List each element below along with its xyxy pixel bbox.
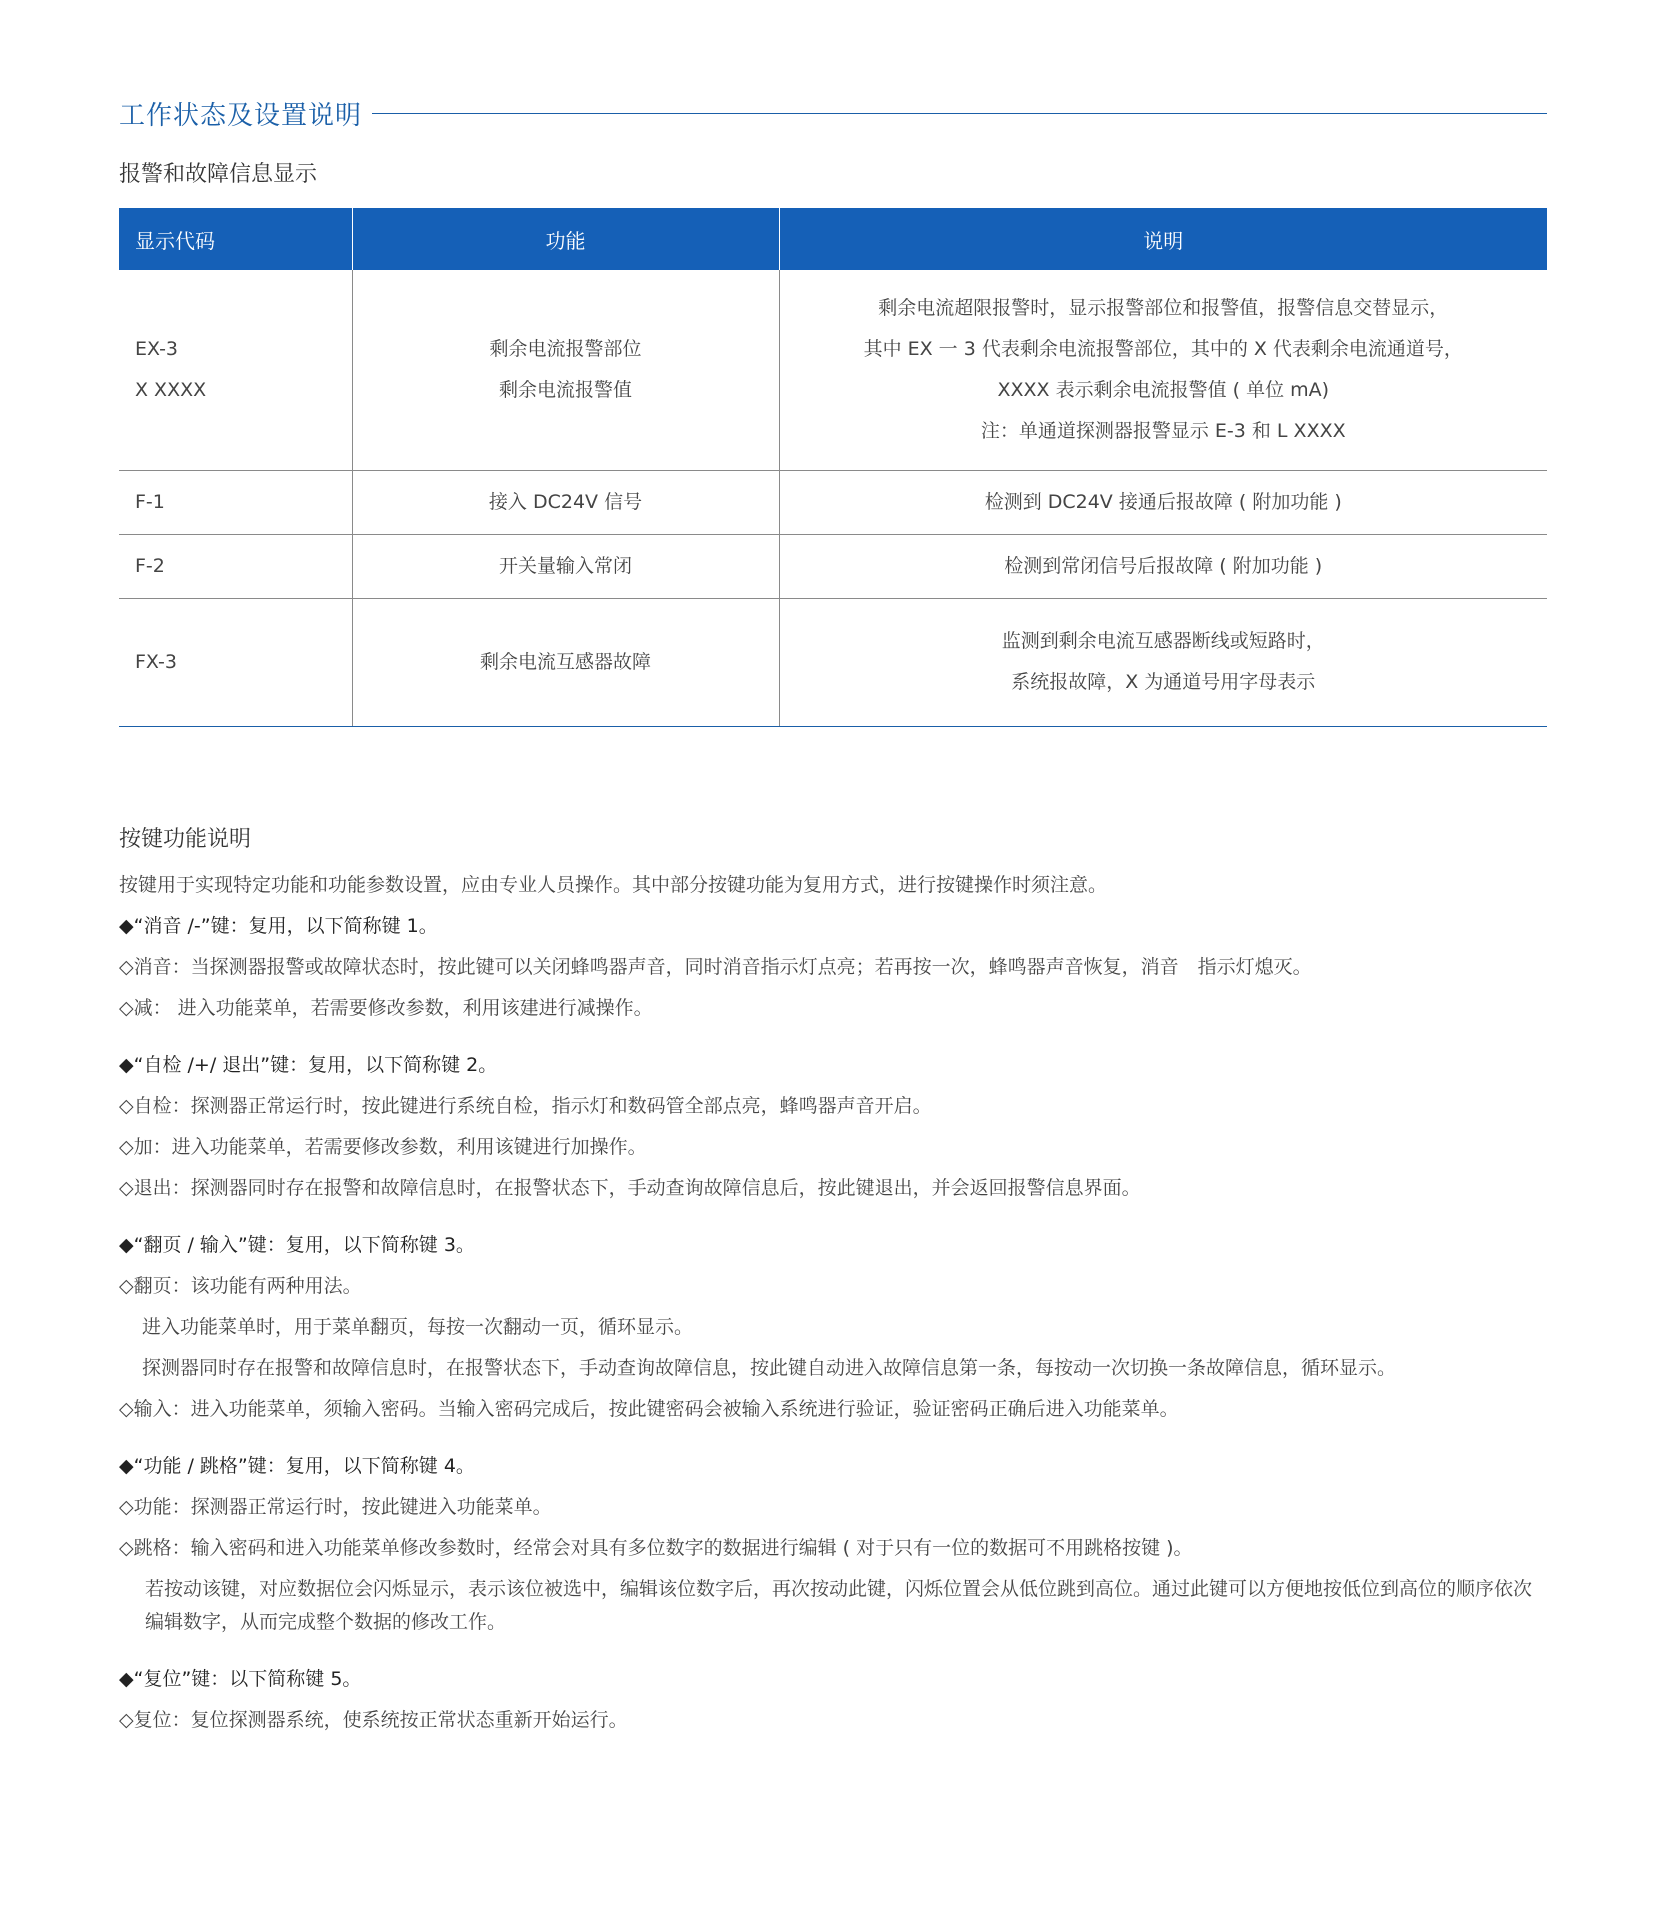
description-line: 剩余电流超限报警时，显示报警部位和报警值，报警信息交替显示，: [878, 296, 1449, 319]
cell-code: F-2: [119, 534, 352, 598]
table-row: [119, 470, 1547, 534]
key-sub-item: 探测器同时存在报警和故障信息时，在报警状态下，手动查询故障信息，按此键自动进入故障信息第一条，每按动一次切换一条故障信息，循环显示。: [142, 1357, 1397, 1379]
cell-description: [779, 270, 1547, 470]
header-code: 显示代码: [119, 208, 352, 270]
key-heading: ◆“消音 /-”键：复用，以下简称键 1。: [119, 915, 438, 937]
key-heading: ◆“复位”键：以下简称键 5。: [119, 1668, 362, 1690]
key-item: ◇退出：探测器同时存在报警和故障信息时，在报警状态下，手动查询故障信息后，按此键退出，并会返回报警信息界面。: [119, 1177, 1141, 1199]
key-heading: ◆“自检 /+/ 退出”键：复用，以下简称键 2。: [119, 1054, 498, 1076]
function-line: 剩余电流报警值: [498, 378, 632, 401]
key-wrap-text: 若按动该键，对应数据位会闪烁显示，表示该位被选中，编辑该位数字后，再次按动此键，闪烁位置会从低位跳到高位。通过此键可以方便地按低位到高位的顺序依次编辑数字，从而完成整个数据的修改工作。: [145, 1578, 1533, 1633]
code-line: EX-3: [135, 337, 179, 360]
key-item: ◇加：进入功能菜单，若需要修改参数，利用该键进行加操作。: [119, 1136, 647, 1158]
keys-description: [119, 865, 1549, 1741]
description-line: 系统报故障，X 为通道号用字母表示: [1011, 671, 1316, 693]
key-item: ◇复位：复位探测器系统，使系统按正常状态重新开始运行。: [119, 1709, 628, 1731]
key-heading: ◆“功能 / 跳格”键：复用，以下简称键 4。: [119, 1455, 475, 1477]
alarm-info-table: [119, 208, 1547, 727]
code-line: X XXXX: [135, 378, 207, 401]
key-item: ◇消音：当探测器报警或故障状态时，按此键可以关闭蜂鸣器声音，同时消音指示灯点亮；若再按一次，蜂鸣器声音恢复，消音 指示灯熄灭。: [119, 956, 1312, 978]
cell-code: F-1: [119, 470, 352, 534]
cell-code: [119, 270, 352, 470]
description-line: 监测到剩余电流互感器断线或短路时，: [1001, 630, 1325, 652]
key-heading: ◆“翻页 / 输入”键：复用，以下简称键 3。: [119, 1234, 475, 1256]
table-row: [119, 598, 1547, 726]
keys-subtitle: 按键功能说明: [119, 827, 252, 852]
key-item: ◇功能：探测器正常运行时，按此键进入功能菜单。: [119, 1496, 552, 1518]
cell-description: [779, 598, 1547, 726]
description-line: 其中 EX 一 3 代表剩余电流报警部位，其中的 X 代表剩余电流通道号，: [863, 337, 1463, 360]
cell-description: 检测到常闭信号后报故障 ( 附加功能 ): [779, 534, 1547, 598]
section-title-rule: [372, 113, 1547, 114]
header-description: 说明: [779, 208, 1547, 270]
table-row: [119, 270, 1547, 470]
key-item: ◇减： 进入功能菜单，若需要修改参数，利用该建进行减操作。: [119, 997, 653, 1019]
cell-description: 检测到 DC24V 接通后报故障 ( 附加功能 ): [779, 470, 1547, 534]
cell-function: 剩余电流互感器故障: [352, 598, 779, 726]
key-item: ◇自检：探测器正常运行时，按此键进行系统自检，指示灯和数码管全部点亮，蜂鸣器声音开启。: [119, 1095, 932, 1117]
keys-intro: 按键用于实现特定功能和功能参数设置，应由专业人员操作。其中部分按键功能为复用方式，进行按键操作时须注意。: [119, 874, 1108, 896]
header-function: 功能: [352, 208, 779, 270]
key-item: ◇跳格：输入密码和进入功能菜单修改参数时，经常会对具有多位数字的数据进行编辑 ( 对于只有一位的数据可不用跳格按键 )。: [119, 1537, 1193, 1559]
cell-code: FX-3: [119, 598, 352, 726]
section-title: 工作状态及设置说明: [119, 100, 363, 131]
description-line: XXXX 表示剩余电流报警值 ( 单位 mA): [997, 378, 1330, 401]
description-line: 注：单通道探测器报警显示 E-3 和 L XXXX: [980, 419, 1346, 442]
table-header-row: [119, 208, 1547, 270]
cell-function: 开关量输入常闭: [352, 534, 779, 598]
cell-function: 接入 DC24V 信号: [352, 470, 779, 534]
section-header: [119, 93, 1547, 133]
key-sub-item: 进入功能菜单时，用于菜单翻页，每按一次翻动一页，循环显示。: [142, 1316, 694, 1338]
alarm-table-subtitle: 报警和故障信息显示: [119, 162, 318, 187]
key-item: ◇输入：进入功能菜单，须输入密码。当输入密码完成后，按此键密码会被输入系统进行验证，验证密码正确后进入功能菜单。: [119, 1398, 1179, 1420]
function-line: 剩余电流报警部位: [489, 337, 642, 360]
table-row: [119, 534, 1547, 598]
key-item: ◇翻页：该功能有两种用法。: [119, 1275, 362, 1297]
cell-function: [352, 270, 779, 470]
